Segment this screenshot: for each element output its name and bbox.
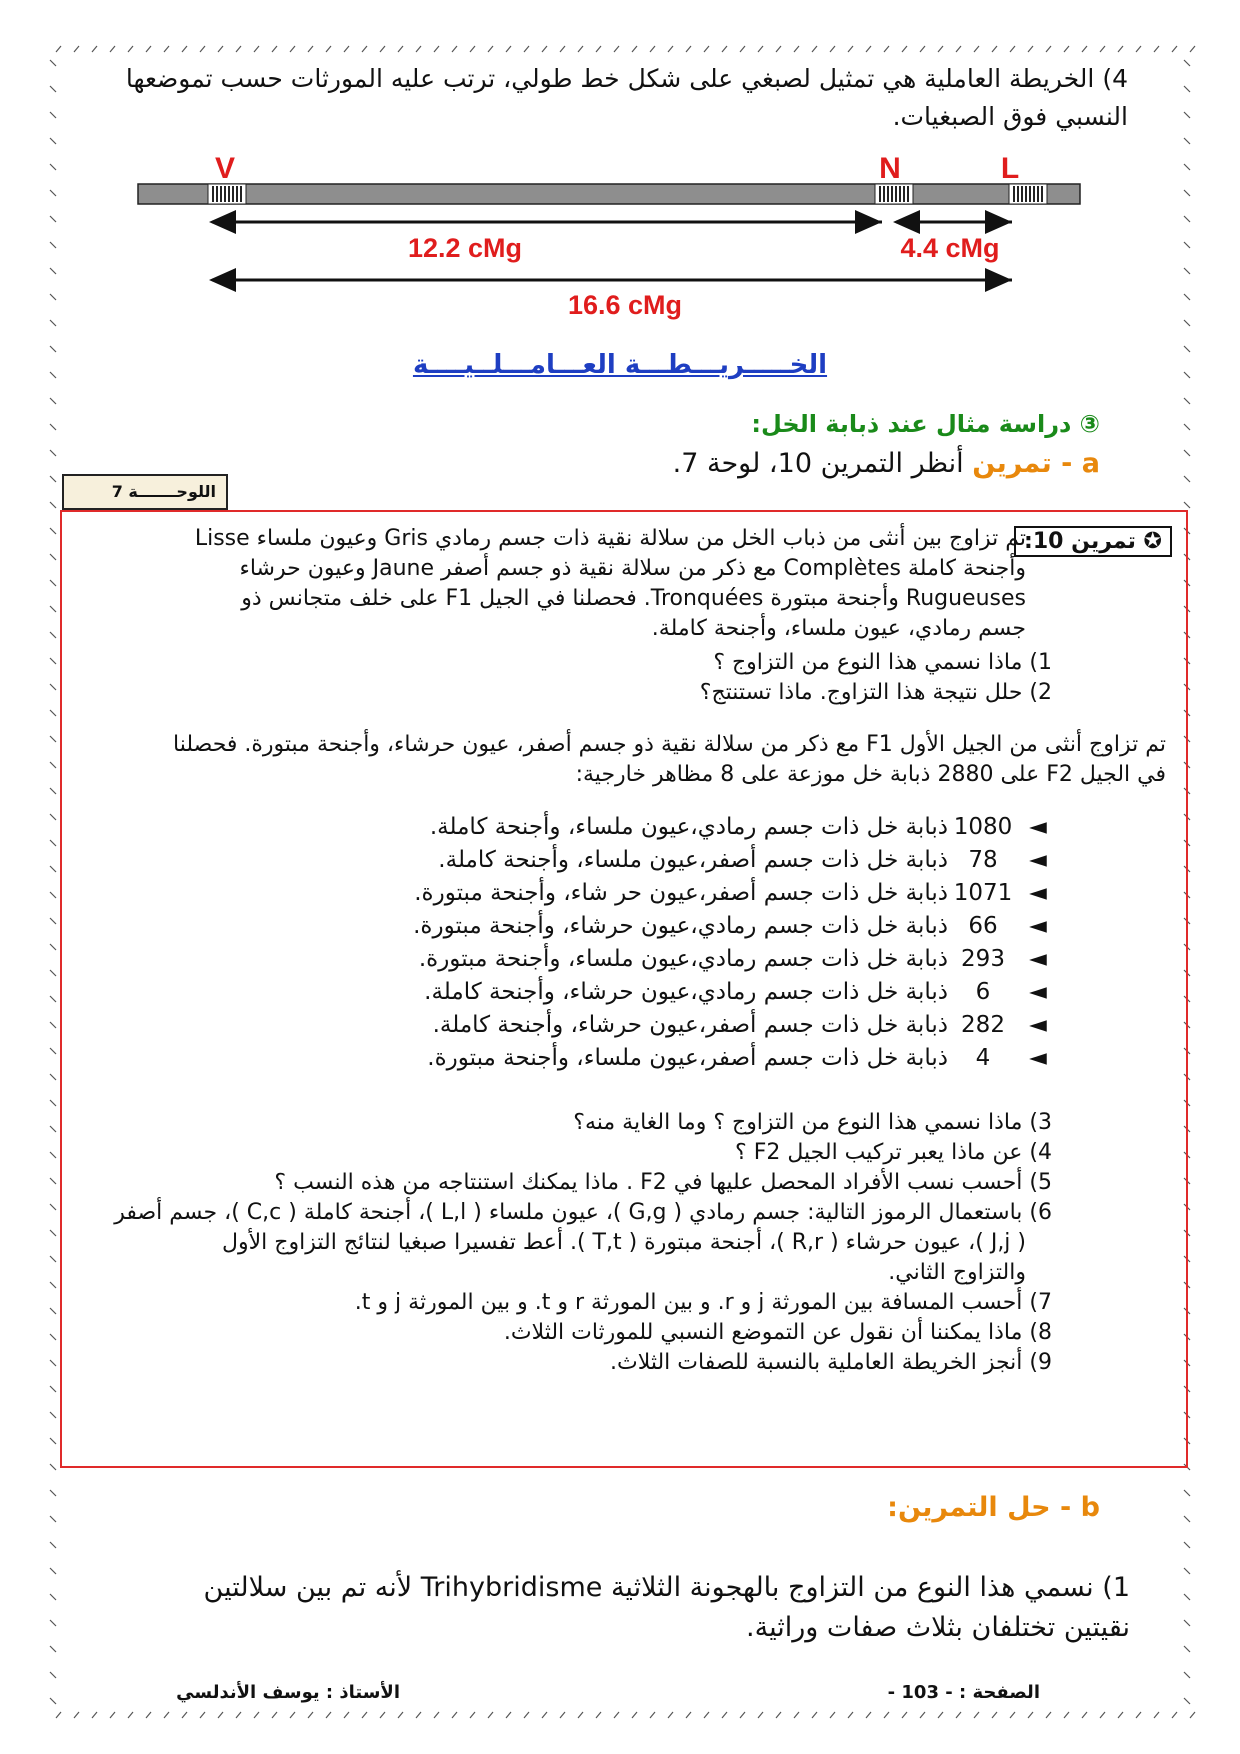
distance-vn-label: 12.2 cMg (407, 233, 523, 263)
result-count: 66 (968, 913, 998, 939)
locus-v (208, 184, 246, 204)
question-2: 2) حلل نتيجة هذا التزاوج. ماذا تستنتج؟ (699, 680, 1052, 705)
exercise-intro-line: وأجنحة كاملة Complètes مع ذكر من سلالة نقية ذو جسم أصفر Jaune وعيون حرشاء (239, 556, 1026, 581)
chromosome-bar (138, 184, 1080, 204)
result-row (414, 880, 1058, 912)
result-row (427, 1045, 1058, 1077)
result-desc: ذبابة خل ذات جسم أصفر،عيون حر شاء، وأجنحة مبتورة. (414, 880, 948, 906)
question-6-cont: والتزاوج الثاني. (888, 1260, 1026, 1285)
question-4: 4) عن ماذا يعبر تركيب الجيل F2 ؟ (735, 1140, 1052, 1165)
result-desc: ذبابة خل ذات جسم رمادي،عيون ملساء، وأجنحة كاملة. (429, 814, 948, 840)
question-6: 6) باستعمال الرموز التالية: جسم رمادي ( G,g )، عيون ملساء ( L,l )، أجنحة كاملة ( C,c )، جسم أصفر (114, 1200, 1052, 1225)
plate-tag: اللوحـــــــة 7 (62, 474, 228, 510)
footer-page (888, 1682, 1040, 1703)
footer-teacher: الأستاذ : يوسف الأندلسي (176, 1682, 400, 1703)
question-3: 3) ماذا نسمي هذا النوع من التزاوج ؟ وما الغاية منه؟ (573, 1110, 1052, 1135)
result-count: 6 (975, 979, 991, 1005)
gene-v-label: V (214, 152, 236, 185)
arrow-bullet-icon: ◄ (1029, 946, 1047, 972)
exercise-intro-line: Rugueuses وأجنحة مبتورة Tronquées. فحصلنا في الجيل F1 على خلف متجانس ذو (241, 586, 1026, 611)
genetic-map-diagram (120, 150, 1120, 335)
result-count: 78 (968, 847, 998, 873)
question-8: 8) ماذا يمكننا أن نقول عن التموضع النسبي للمورثات الثلاث. (503, 1320, 1052, 1345)
result-row (413, 913, 1058, 945)
question-1: 1) ماذا نسمي هذا النوع من التزاوج ؟ (713, 650, 1052, 675)
section-a-heading (673, 448, 1100, 479)
exercise-title: ✪ تمرين 10: (1014, 526, 1172, 557)
answer-1-number: 1) (1102, 1572, 1130, 1603)
footer-page-number: - 103 - (887, 1682, 953, 1703)
arrow-bullet-icon: ◄ (1029, 847, 1047, 873)
exercise-box (60, 510, 1188, 1468)
locus-l (1009, 184, 1047, 204)
result-row (424, 979, 1058, 1011)
result-count: 1080 (953, 814, 1013, 840)
cross2-line: في الجيل F2 على 2880 ذبابة خل موزعة على 8 مظاهر خارجية: (575, 762, 1166, 787)
exercise-intro-line: جسم رمادي، عيون ملساء، وأجنحة كاملة. (651, 616, 1026, 641)
result-desc: ذبابة خل ذات جسم أصفر،عيون حرشاء، وأجنحة كاملة. (432, 1012, 948, 1038)
question-6-cont: ( J,j )، عيون حرشاء ( R,r )، أجنحة مبتورة ( T,t ). أعط تفسيرا صبغيا لنتائج التزاوج الأول (222, 1230, 1026, 1255)
section-b-letter: b (1080, 1492, 1100, 1523)
result-desc: ذبابة خل ذات جسم رمادي،عيون حرشاء، وأجنحة مبتورة. (413, 913, 948, 939)
question-5: 5) أحسب نسب الأفراد المحصل عليها في F2 . ماذا يمكنك استنتاجه من هذه النسب ؟ (274, 1170, 1052, 1195)
result-row (430, 814, 1058, 846)
result-count: 4 (975, 1045, 991, 1071)
answer-1 (130, 1568, 1130, 1648)
arrow-bullet-icon: ◄ (1029, 1012, 1047, 1038)
map-title: الخـــــريـــطـــة العـــامـــلــيــــة (412, 350, 828, 380)
section-b-label: حل التمرين: (887, 1492, 1051, 1523)
arrow-bullet-icon: ◄ (1029, 1045, 1047, 1071)
question-9: 9) أنجز الخريطة العاملية بالنسبة للصفات الثلاث. (610, 1350, 1052, 1375)
result-row (419, 946, 1058, 978)
gene-n-label: N (879, 152, 901, 185)
arrow-bullet-icon: ◄ (1029, 814, 1047, 840)
section-b-dash: - (1050, 1492, 1081, 1523)
definition-paragraph (120, 60, 1128, 136)
result-count: 293 (961, 946, 1005, 972)
section-a-letter: a (1081, 448, 1100, 479)
arrow-bullet-icon: ◄ (1029, 880, 1047, 906)
locus-n (875, 184, 913, 204)
result-count: 282 (961, 1012, 1005, 1038)
definition-text: الخريطة العاملية هي تمثيل لصبغي على شكل خط طولي، ترتب عليه المورثات حسب تموضعها النسبي فوق الصبغيات. (125, 64, 1128, 131)
footer-page-label: الصفحة : (959, 1682, 1040, 1703)
result-desc: ذبابة خل ذات جسم رمادي،عيون ملساء، وأجنحة مبتورة. (418, 946, 948, 972)
question-7: 7) أحسب المسافة بين المورثة j و r. و بين المورثة r و t. و بين المورثة j و t. (354, 1290, 1052, 1315)
arrow-bullet-icon: ◄ (1029, 913, 1047, 939)
definition-number: 4) (1102, 64, 1128, 93)
result-desc: ذبابة خل ذات جسم أصفر،عيون ملساء، وأجنحة مبتورة. (427, 1045, 948, 1071)
section-a-dash: - (1051, 448, 1082, 479)
result-row (438, 847, 1058, 879)
cross2-line: تم تزاوج أنثى من الجيل الأول F1 مع ذكر من سلالة نقية ذو جسم أصفر، عيون حرشاء، وأجنحة مبتورة. فحصلنا (172, 732, 1166, 757)
section-a-label: تمرين (972, 448, 1052, 479)
distance-vl-label: 16.6 cMg (567, 290, 683, 320)
section-a-text: أنظر التمرين 10، لوحة 7. (672, 448, 973, 479)
result-count: 1071 (953, 880, 1013, 906)
gene-l-label: L (1000, 152, 1020, 185)
result-desc: ذبابة خل ذات جسم أصفر،عيون ملساء، وأجنحة كاملة. (438, 847, 948, 873)
exercise-intro-line: تم تزاوج بين أنثى من ذباب الخل من سلالة نقية ذات جسم رمادي Gris وعيون ملساء Lisse (194, 526, 1026, 551)
answer-1-text: نسمي هذا النوع من التزاوج بالهجونة الثلاثية Trihybridisme لأنه تم بين سلالتين نقيتين تختلفان بثلاث صفات وراثية. (203, 1572, 1130, 1643)
result-desc: ذبابة خل ذات جسم رمادي،عيون حرشاء، وأجنحة كاملة. (424, 979, 948, 1005)
section-b-heading (887, 1492, 1100, 1523)
distance-nl-label: 4.4 cMg (900, 233, 1000, 263)
arrow-bullet-icon: ◄ (1029, 979, 1047, 1005)
section-3-heading: ③ دراسة مثال عند ذبابة الخل: (751, 410, 1100, 438)
result-row (433, 1012, 1058, 1044)
